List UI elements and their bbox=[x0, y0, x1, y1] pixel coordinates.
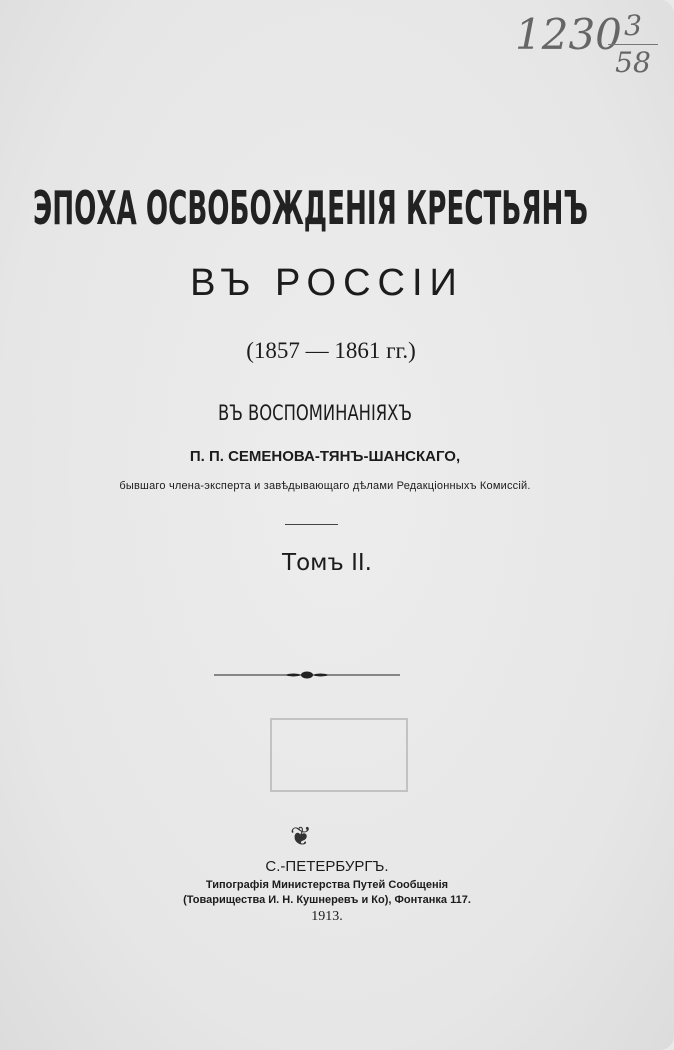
book-title-text: ЭПОХА ОСВОБОЖДЕНІЯ КРЕСТЬЯНЪ bbox=[33, 181, 588, 235]
years: (1857 — 1861 гг.) bbox=[246, 338, 416, 363]
imprint-city: С.-ПЕТЕРБУРГЪ. bbox=[265, 858, 389, 875]
imprint-printer-line-2: (Товарищества И. Н. Кушнеревъ и Ко), Фонтанка 117. bbox=[183, 894, 471, 906]
fraction-numerator: 3 bbox=[608, 8, 658, 45]
handwritten-shelfmark: 1230 bbox=[515, 10, 622, 59]
ornament-divider bbox=[214, 668, 400, 682]
fraction-denominator: 58 bbox=[615, 46, 651, 79]
author-role: бывшаго члена-эксперта и завѣдывающаго дѣлами Редакціонныхъ Комиссій. bbox=[119, 480, 531, 492]
imprint-year: 1913. bbox=[311, 909, 343, 924]
handwritten-fraction bbox=[608, 8, 658, 81]
author: П. П. СЕМЕНОВА-ТЯНЪ-ШАНСКАГО, bbox=[189, 448, 461, 465]
memoirs-label-text: ВЪ ВОСПОМИНАНІЯХЪ bbox=[218, 401, 412, 425]
book-subtitle: ВЪ РОССІИ bbox=[190, 262, 464, 304]
divider-rule bbox=[285, 524, 338, 525]
double-headed-eagle-emblem-icon: ❦ bbox=[290, 822, 312, 851]
library-stamp bbox=[270, 718, 408, 792]
volume-label: Томъ II. bbox=[282, 550, 372, 576]
imprint-printer-line-1: Типографія Министерства Путей Сообщенія bbox=[205, 879, 449, 891]
memoirs-label bbox=[216, 398, 416, 426]
book-title bbox=[30, 178, 595, 234]
